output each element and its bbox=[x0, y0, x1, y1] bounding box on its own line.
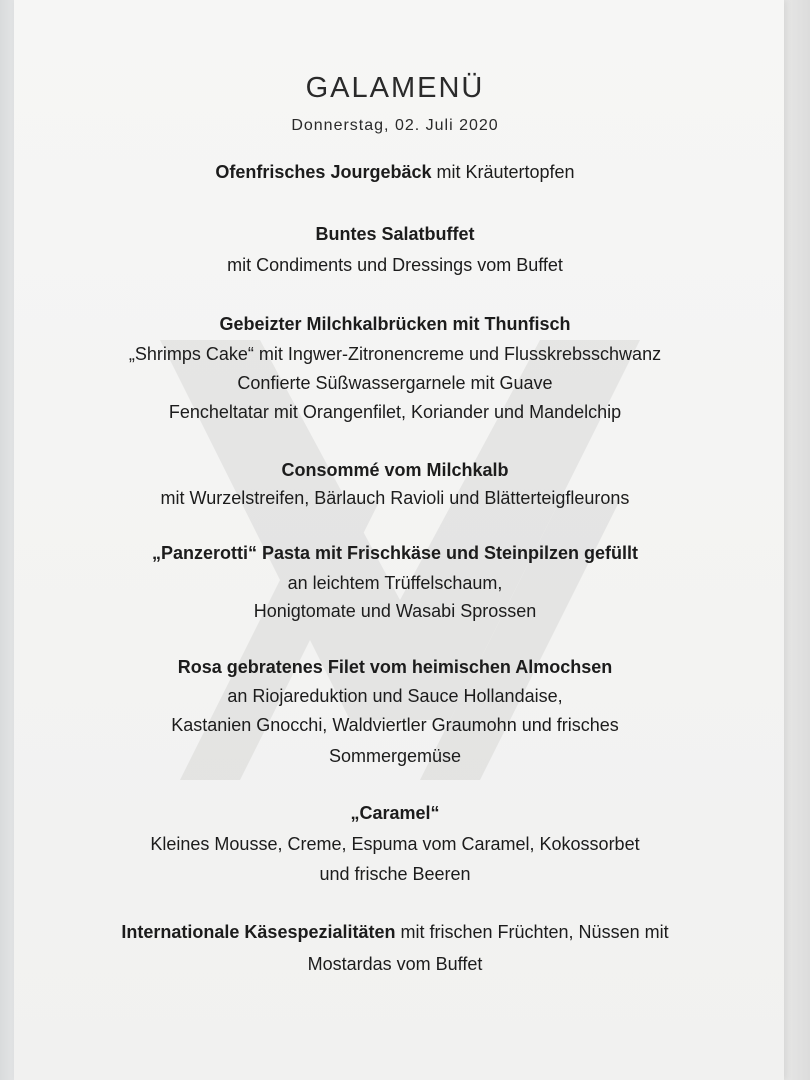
course-3-description-line: Fencheltatar mit Orangenfilet, Koriander und Mandelchip bbox=[168, 402, 622, 422]
menu-title: GALAMENÜ bbox=[305, 72, 485, 104]
menu-date: Donnerstag, 02. Juli 2020 bbox=[291, 117, 499, 134]
course-2-name: Buntes Salatbuffet bbox=[315, 224, 475, 244]
course-5-description-line: an leichtem Trüffelschaum, bbox=[287, 573, 503, 593]
course-6-description-line: Kastanien Gnocchi, Waldviertler Graumohn und frisches bbox=[171, 715, 619, 735]
course-3-description-line: Confierte Süßwassergarnele mit Guave bbox=[237, 373, 553, 393]
course-7-description-line: Kleines Mousse, Creme, Espuma vom Caramel, Kokossorbet bbox=[150, 834, 640, 854]
course-5-description-line: Honigtomate und Wasabi Sprossen bbox=[253, 601, 537, 621]
course-1 bbox=[0, 161, 790, 183]
course-8 bbox=[0, 921, 790, 943]
course-6-name: Rosa gebratenes Filet vom heimischen Almochsen bbox=[177, 657, 613, 677]
course-8-description-line: Mostardas vom Buffet bbox=[307, 954, 483, 974]
course-1-name: Ofenfrisches Jourgebäck bbox=[215, 162, 432, 182]
course-8-description: mit frischen Früchten, Nüssen mit bbox=[395, 922, 669, 942]
course-6-description-line: Sommergemüse bbox=[328, 746, 462, 766]
course-6-description-line: an Riojareduktion und Sauce Hollandaise, bbox=[227, 686, 563, 706]
course-4-name: Consommé vom Milchkalb bbox=[281, 460, 509, 480]
course-3-description-line: „Shrimps Cake“ mit Ingwer-Zitronencreme und Flusskrebsschwanz bbox=[128, 344, 662, 364]
course-7-description-line: und frische Beeren bbox=[319, 864, 471, 884]
course-3-name: Gebeizter Milchkalbrücken mit Thunfisch bbox=[219, 314, 571, 334]
course-8-name: Internationale Käsespezialitäten bbox=[121, 922, 396, 942]
course-4-description: mit Wurzelstreifen, Bärlauch Ravioli und Blätterteigfleurons bbox=[160, 488, 630, 508]
course-2-description: mit Condiments und Dressings vom Buffet bbox=[227, 255, 563, 275]
course-7-name: „Caramel“ bbox=[350, 803, 440, 823]
course-5-name: „Panzerotti“ Pasta mit Frischkäse und Steinpilzen gefüllt bbox=[151, 543, 639, 563]
course-1-description: mit Kräutertopfen bbox=[431, 162, 575, 182]
